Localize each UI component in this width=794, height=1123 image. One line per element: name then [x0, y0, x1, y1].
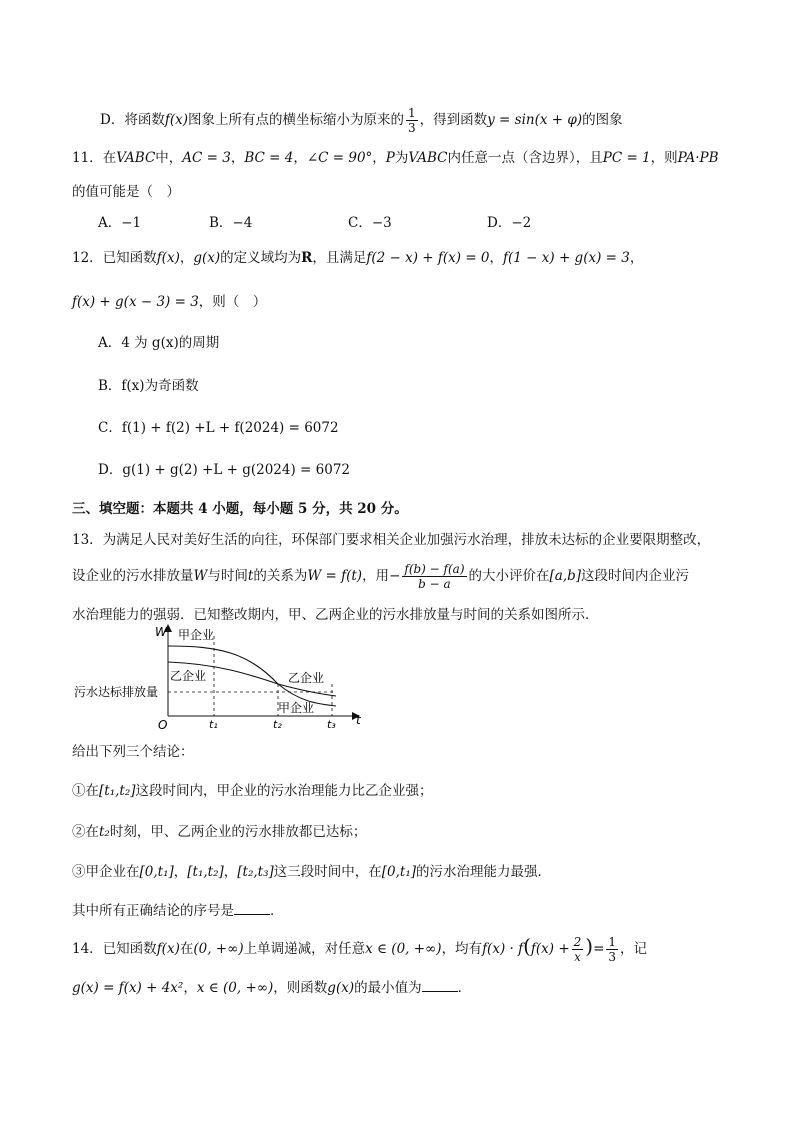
q14-domain: (0, +∞): [193, 941, 244, 957]
q13-fraction: [402, 562, 466, 591]
standard-level-label: 污水达标排放量: [74, 685, 159, 699]
q10d-mid: 图象上所有点的横坐标缩小为原来的: [187, 112, 404, 128]
q14-stem5: ，记: [620, 941, 648, 957]
option-label: B．: [209, 215, 233, 231]
c3a: ③甲企业在: [72, 864, 140, 880]
q10d-fx: f(x): [164, 112, 188, 128]
q14-stem2: 在: [179, 941, 194, 957]
option-value: −1: [121, 215, 142, 231]
q10-option-d: [100, 106, 623, 135]
q13-chart: [68, 622, 368, 734]
q14-frac: [572, 935, 584, 964]
q13-rel: W = f(t): [307, 568, 363, 584]
label-jia-bottom: 甲企业: [278, 701, 315, 715]
c2a: ②在: [72, 824, 99, 840]
q10d-suffix1: ，得到函数: [419, 112, 488, 128]
y-axis-label: W: [155, 625, 167, 639]
q13-conclusion-1: [72, 779, 433, 799]
option-value: g(1) + g(2) +L + g(2024) = 6072: [122, 462, 350, 478]
q13-line2: 设企业的污水排放量W与时间t的关系为W = f(t)，用− $\frac{f(b) - f(a)}{b - a}$ 的大小评价在[a,b]这段时间内企业污: [72, 562, 690, 591]
q14-xin: x ∈ (0, +∞): [365, 941, 442, 957]
q14-stem3: 上单调递减，对任意: [243, 941, 366, 957]
q14-fx: f(x): [156, 941, 180, 957]
q12-stem3: ，且满足: [312, 250, 367, 266]
q11-stem2: 中，: [155, 150, 183, 166]
option-label: C．: [348, 215, 372, 231]
label-yi-left: 乙企业: [170, 669, 207, 683]
q13-answer-blank[interactable]: [234, 902, 270, 915]
option-label: A．: [98, 335, 122, 351]
q12-option-b: [98, 374, 199, 394]
tick-t2: t₂: [273, 718, 282, 731]
c3-interval-2: [t₁,t₂]: [187, 864, 224, 880]
option-value: −2: [511, 215, 532, 231]
option-value: 4 为 g(x)的周期: [121, 335, 220, 351]
q14-rhs-den: 3: [608, 950, 617, 964]
option-label: D．: [98, 462, 123, 478]
q14-frac-num: 2: [573, 935, 582, 949]
q13-conclusion-3: ③甲企业在[0,t₁]，[t₁,t₂]，[t₂,t₃]这三段时间中，在[0,t₁]的污水治理能力最强．: [72, 864, 552, 880]
c3-interval-4: [0,t₁]: [381, 864, 417, 880]
q14-gdef: g(x) = f(x) + 4x²: [72, 980, 184, 996]
q13-line3-text: 水治理能力的强弱．已知整改期内，甲、乙两企业的污水排放量与时间的关系如图所示．: [72, 607, 599, 623]
q14-stem1: 已知函数: [102, 941, 157, 957]
q12-option-c: [98, 416, 339, 436]
q11-dot-product: PA·PB: [677, 150, 719, 166]
option-label: A．: [98, 215, 122, 231]
q13-number: 13．: [72, 532, 103, 548]
c3-interval-3: [t₂,t₃]: [237, 864, 274, 880]
q14-rhs: [606, 935, 618, 964]
option-value: −4: [232, 215, 253, 231]
q10d-frac-den: 3: [407, 121, 416, 135]
q11-stem: 11．在VABC中，AC = 3，BC = 4，∠C = 90°，P为VABC内任意一点（含边界），且PC = 1，则PA·PB: [72, 150, 719, 166]
q13-ask-text: 其中所有正确结论的序号是: [72, 903, 234, 919]
x-axis-label: t: [356, 713, 361, 727]
label-jia-top: 甲企业: [178, 628, 215, 642]
q13-t: t: [247, 568, 254, 584]
q12-stem1: 已知函数: [102, 250, 157, 266]
c1b: 这段时间内，甲企业的污水治理能力比乙企业强；: [135, 783, 433, 799]
q11-option-c: [348, 211, 392, 231]
q14-frac-den: x: [574, 950, 581, 964]
q12-fx: f(x): [156, 250, 180, 266]
q13-conclusion-2: [72, 820, 366, 840]
q12-eq3: f(x) + g(x − 3) = 3: [72, 294, 199, 310]
q13-frac-num: f(b) − f(a): [404, 562, 465, 576]
q14-stem7: 的最小值为: [354, 980, 422, 996]
q11-stem-line2: [72, 180, 180, 200]
q11-stem1: 在: [102, 150, 117, 166]
origin-label: O: [158, 718, 168, 732]
q11-stem4: 内任意一点（含边界），且: [447, 150, 603, 166]
q13-l2b: 与时间: [207, 568, 248, 584]
q13-line1-text: 为满足人民对美好生活的向往，环保部门要求相关企业加强污水治理，排放未达标的企业要限期整改，: [102, 532, 711, 548]
q11-triangle-2: VABC: [408, 150, 448, 166]
c1-interval: [t₁,t₂]: [99, 783, 136, 799]
q11-p: P: [385, 150, 395, 166]
q11-triangle: VABC: [116, 150, 156, 166]
q14-rhs-num: 1: [608, 935, 617, 949]
section-3-heading: 三、填空题：本题共 4 小题，每小题 5 分，共 20 分。: [72, 501, 408, 517]
q13-ab: [a,b]: [549, 568, 582, 584]
q13-given: 给出下列三个结论：: [72, 744, 194, 760]
q13-l2f: 这段时间内企业污: [581, 568, 690, 584]
c3c: 的污水治理能力最强．: [416, 864, 552, 880]
q13-l2c: 的关系为: [253, 568, 308, 584]
option-label: D．: [487, 215, 512, 231]
q10d-suffix2: 的图象: [582, 112, 623, 128]
q11-bc: BC = 4: [244, 150, 294, 166]
c1a: ①在: [72, 783, 99, 799]
q11-number: 11．: [72, 150, 103, 166]
q12-stem4: ，则（ ）: [198, 294, 267, 310]
label-yi-right: 乙企业: [288, 671, 325, 685]
q14-number: 14．: [72, 941, 103, 957]
q12-eq2: f(1 − x) + g(x) = 3: [503, 250, 630, 266]
tick-t3: t₃: [327, 718, 336, 731]
q12-number: 12．: [72, 250, 103, 266]
q12-stem: 12．已知函数f(x)，g(x)的定义域均为R，且满足f(2 − x) + f(x) = 0，f(1 − x) + g(x) = 3，: [72, 250, 644, 266]
q11-option-b: [209, 211, 252, 231]
option-label: C．: [98, 420, 122, 436]
q10d-fraction: [406, 106, 418, 135]
q11-angle: ∠C = 90°: [306, 150, 373, 166]
q14-stem4: ，均有: [441, 941, 483, 957]
option-label: B．: [98, 378, 122, 394]
q11-option-d: [487, 211, 531, 231]
c3-interval-1: [0,t₁]: [139, 864, 174, 880]
option-value: −3: [371, 215, 392, 231]
q14-xin-2: x ∈ (0, +∞): [196, 980, 274, 996]
q12-stem-line2: [72, 290, 266, 310]
q11-option-a: [98, 211, 141, 231]
q10d-prefix: D．将函数: [100, 112, 165, 128]
q12-stem2: 的定义域均为: [220, 250, 302, 266]
c2-time: t₂: [99, 824, 110, 840]
q13-l2a: 设企业的污水排放量: [72, 568, 194, 584]
q14-eq-b: f(x) +: [530, 941, 570, 957]
q14-gx: g(x): [327, 980, 355, 996]
q11-pc: PC = 1: [602, 150, 651, 166]
option-value: f(1) + f(2) +L + f(2024) = 6072: [121, 420, 339, 436]
q12-eq1: f(2 − x) + f(x) = 0: [366, 250, 490, 266]
q13-frac-den: b − a: [418, 577, 451, 591]
c3b: 这三段时间中，在: [273, 864, 382, 880]
q13-l2e: 的大小评价在: [468, 568, 550, 584]
option-value: f(x)为奇函数: [121, 378, 199, 394]
c2b: 时刻，甲、乙两企业的污水排放都已达标；: [109, 824, 367, 840]
q12-gx: g(x): [193, 250, 221, 266]
q13-l2d: ，用: [362, 568, 390, 584]
q14-line1: 14．已知函数f(x)在(0, +∞)上单调递减，对任意x ∈ (0, +∞)，均有f(x) · f(f(x) + $\frac{2}{x}$ )= $\frac{1}{3}$ ，记: [72, 934, 648, 964]
q12-option-a: [98, 331, 219, 351]
q11-ac: AC = 3: [182, 150, 231, 166]
tick-t1: t₁: [209, 718, 218, 731]
q14-answer-blank[interactable]: [422, 979, 458, 992]
q14-line2: g(x) = f(x) + 4x²，x ∈ (0, +∞)，则函数g(x)的最小值为 ．: [72, 980, 472, 996]
q13-ask: 其中所有正确结论的序号是 ．: [72, 903, 284, 919]
q11-stem3: 为: [394, 150, 409, 166]
q13-line3: [72, 603, 599, 623]
q14-comma: ，: [183, 980, 197, 996]
q14-stem6: ，则函数: [273, 980, 328, 996]
q10d-func: y = sin(x + φ): [487, 112, 583, 128]
q11-stem6: 的值可能是（ ）: [72, 184, 180, 200]
q13-line1: [72, 528, 710, 548]
q13-w: W: [193, 568, 208, 584]
q14-eq-a: f(x) · f: [482, 941, 524, 957]
q12-r: R: [301, 250, 313, 266]
q14-eq-c: =: [593, 941, 605, 957]
q11-stem5: ，则: [650, 150, 678, 166]
q12-option-d: [98, 458, 350, 478]
q10d-frac-num: 1: [407, 106, 416, 120]
